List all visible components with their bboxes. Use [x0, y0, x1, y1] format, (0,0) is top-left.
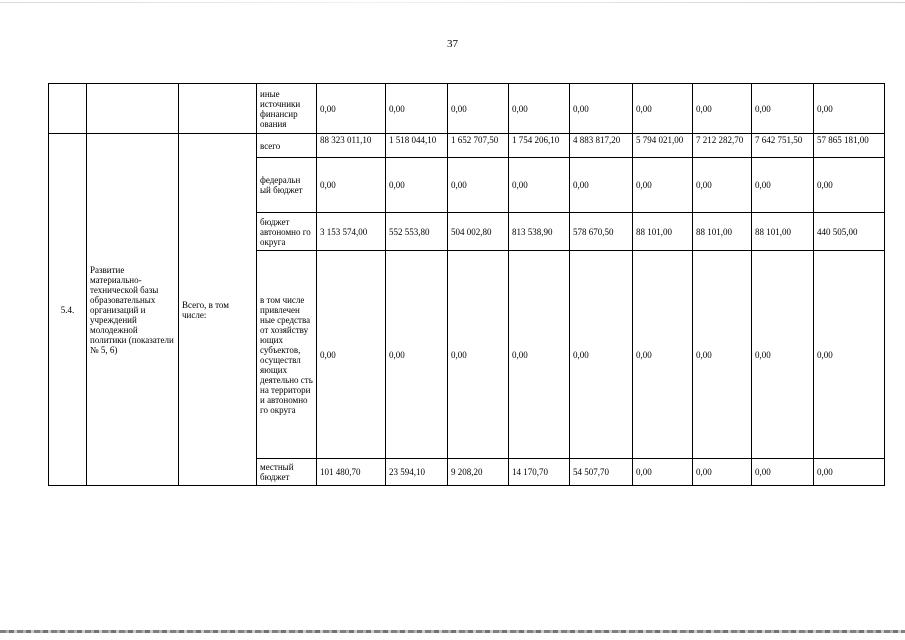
- value-cell: 0,00: [752, 158, 814, 213]
- value-cell: 0,00: [570, 251, 633, 459]
- scan-bottom-edge: [0, 630, 905, 633]
- value-cell: 0,00: [570, 84, 633, 134]
- value-cell: 0,00: [633, 459, 693, 486]
- value-cell: 0,00: [814, 251, 885, 459]
- value-cell: 4 883 817,20: [570, 134, 633, 158]
- value-cell: 0,00: [317, 84, 386, 134]
- budget-table: [48, 83, 885, 486]
- value-cell: 0,00: [693, 251, 752, 459]
- table-row: [49, 134, 885, 158]
- value-cell: 0,00: [509, 84, 570, 134]
- empty-cell: [87, 84, 179, 134]
- value-cell: 0,00: [386, 84, 448, 134]
- value-cell: 0,00: [814, 459, 885, 486]
- value-cell: 88 323 011,10: [317, 134, 386, 158]
- page-number: 37: [447, 38, 458, 50]
- value-cell: 0,00: [693, 84, 752, 134]
- source-label: бюджет автономно го округа: [257, 213, 317, 251]
- table-row: [49, 84, 885, 134]
- value-cell: 88 101,00: [693, 213, 752, 251]
- value-cell: 0,00: [448, 84, 509, 134]
- source-label: иные источники финансир ования: [257, 84, 317, 134]
- value-cell: 0,00: [570, 158, 633, 213]
- empty-cell: [179, 84, 257, 134]
- value-cell: 3 153 574,00: [317, 213, 386, 251]
- value-cell: 0,00: [814, 158, 885, 213]
- value-cell: 0,00: [693, 459, 752, 486]
- value-cell: 0,00: [693, 158, 752, 213]
- value-cell: 0,00: [752, 251, 814, 459]
- value-cell: 0,00: [448, 158, 509, 213]
- value-cell: 7 212 282,70: [693, 134, 752, 158]
- value-cell: 0,00: [633, 158, 693, 213]
- value-cell: 5 794 021,00: [633, 134, 693, 158]
- value-cell: 504 002,80: [448, 213, 509, 251]
- value-cell: 552 553,80: [386, 213, 448, 251]
- value-cell: 0,00: [448, 251, 509, 459]
- total-label: Всего, в том числе:: [179, 134, 257, 486]
- value-cell: 54 507,70: [570, 459, 633, 486]
- value-cell: 23 594,10: [386, 459, 448, 486]
- value-cell: 101 480,70: [317, 459, 386, 486]
- value-cell: 0,00: [386, 251, 448, 459]
- empty-cell: [49, 84, 87, 134]
- value-cell: 0,00: [752, 459, 814, 486]
- source-label: всего: [257, 134, 317, 158]
- source-label: местный бюджет: [257, 459, 317, 486]
- source-label: федеральн ый бюджет: [257, 158, 317, 213]
- value-cell: 1 518 044,10: [386, 134, 448, 158]
- value-cell: 578 670,50: [570, 213, 633, 251]
- value-cell: 813 538,90: [509, 213, 570, 251]
- scan-top-edge: [0, 2, 905, 3]
- value-cell: 57 865 181,00: [814, 134, 885, 158]
- value-cell: 1 754 206,10: [509, 134, 570, 158]
- value-cell: 0,00: [633, 84, 693, 134]
- value-cell: 0,00: [386, 158, 448, 213]
- value-cell: 9 208,20: [448, 459, 509, 486]
- value-cell: 440 505,00: [814, 213, 885, 251]
- value-cell: 88 101,00: [752, 213, 814, 251]
- value-cell: 14 170,70: [509, 459, 570, 486]
- value-cell: 88 101,00: [633, 213, 693, 251]
- value-cell: 0,00: [633, 251, 693, 459]
- value-cell: 0,00: [509, 251, 570, 459]
- value-cell: 0,00: [317, 158, 386, 213]
- source-label: в том числе привлечен ные средства от хозяйству ющих субъектов, осуществл яющих деятельно сть на территори и автономно го округа: [257, 251, 317, 459]
- value-cell: 0,00: [317, 251, 386, 459]
- value-cell: 0,00: [509, 158, 570, 213]
- value-cell: 7 642 751,50: [752, 134, 814, 158]
- value-cell: 0,00: [814, 84, 885, 134]
- row-number: 5.4.: [49, 134, 87, 486]
- value-cell: 0,00: [752, 84, 814, 134]
- value-cell: 1 652 707,50: [448, 134, 509, 158]
- measure-name: Развитие материально-технической базы образовательных организаций и учреждений молодежной политики (показатели № 5, 6): [87, 134, 179, 486]
